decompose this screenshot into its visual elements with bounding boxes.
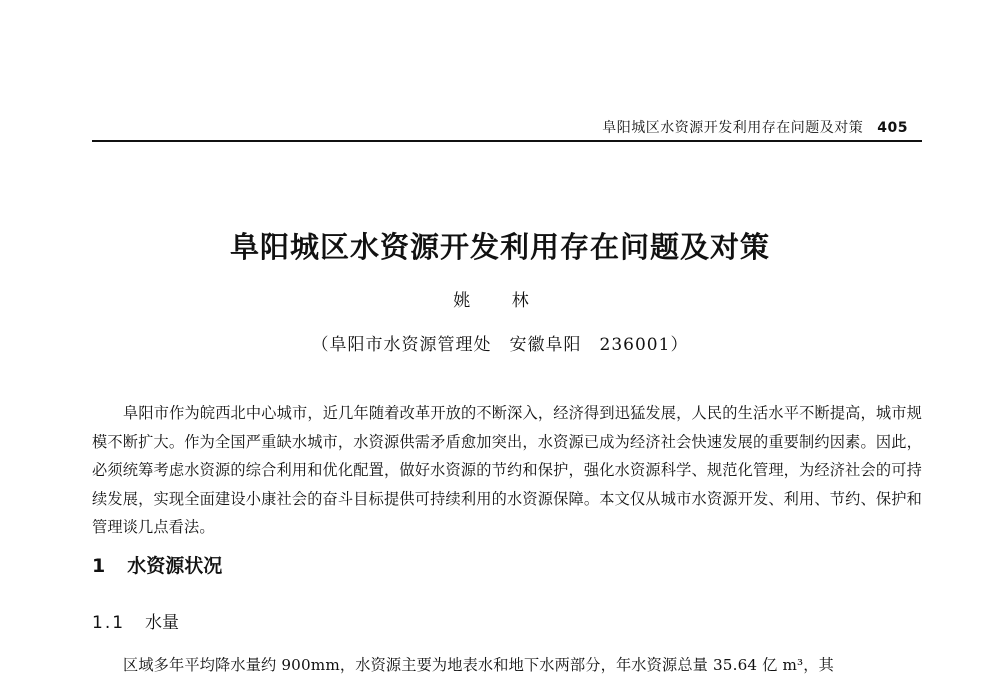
running-title: 阜阳城区水资源开发利用存在问题及对策 [602,120,864,136]
subsection-number: 1.1 [92,613,126,633]
author-affiliation: （阜阳市水资源管理处 安徽阜阳 236001） [311,335,689,355]
section-heading-1 [92,551,222,578]
section-number: 1 [92,555,106,577]
header-rule [92,140,922,142]
running-header [420,117,908,137]
article-title: 阜阳城区水资源开发利用存在问题及对策 [229,230,770,264]
abstract-paragraph: 阜阳市作为皖西北中心城市，近几年随着改革开放的不断深入，经济得到迅猛发展，人民的生活水平不断提高，城市规模不断扩大。作为全国严重缺水城市，水资源供需矛盾愈加突出，水资源已成为经济社会快速发展的重要制约因素。因此，必须统筹考虑水资源的综合利用和优化配置，做好水资源的节约和保护，强化水资源科学、规范化管理，为经济社会的可持续发展，实现全面建设小康社会的奋斗目标提供可持续利用的水资源保障。本文仅从城市水资源开发、利用、节约、保护和管理谈几点看法。 [92,404,922,537]
article-author: 姚 林 [453,291,547,311]
subsection-title: 水量 [145,613,180,633]
body-paragraph: 区域多年平均降水量约 900mm，水资源主要为地表水和地下水两部分，年水资源总量 35.64 亿 m³，其 [123,656,834,674]
subsection-heading-1-1 [92,608,179,633]
page-number: 405 [877,120,908,136]
section-title: 水资源状况 [127,555,223,577]
